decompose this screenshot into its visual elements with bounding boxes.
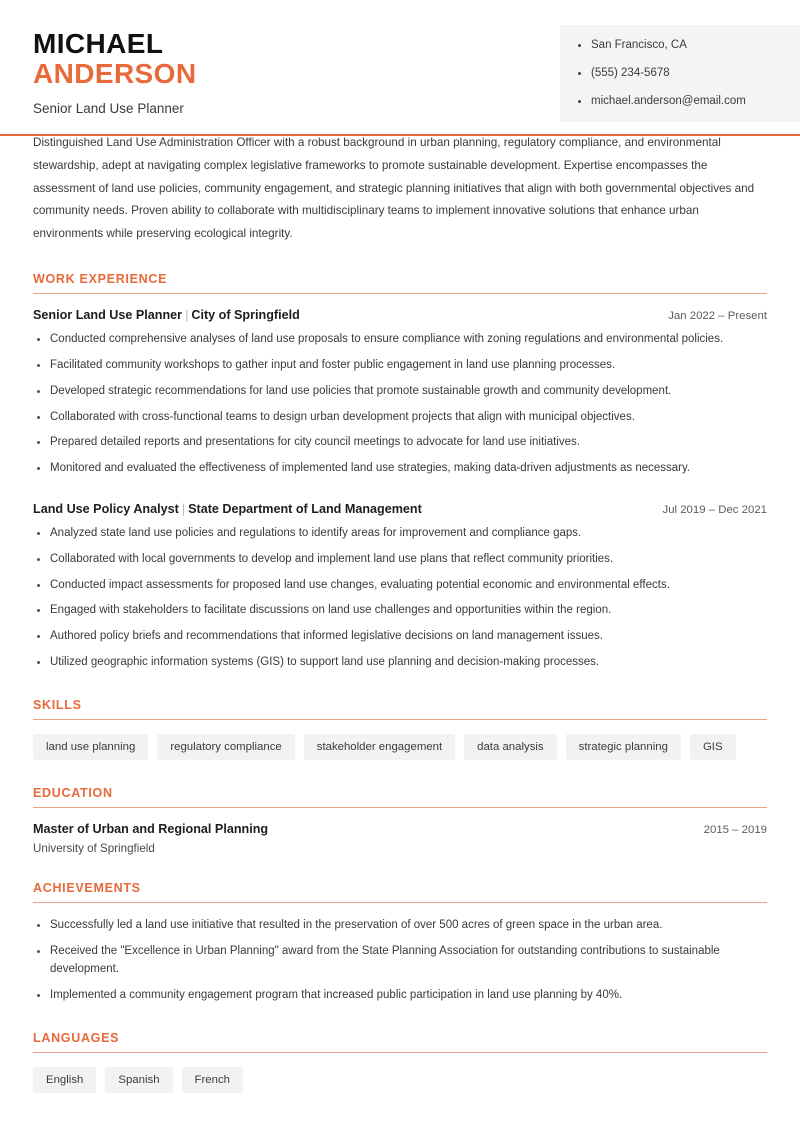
section-divider (33, 1052, 767, 1053)
work-bullet: Collaborated with local governments to develop and implement land use plans that reflect community priorities. (33, 551, 767, 569)
contact-box (560, 25, 800, 122)
work-bullet: Analyzed state land use policies and regulations to identify areas for improvement and compliance gaps. (33, 525, 767, 543)
professional-summary: Distinguished Land Use Administration Officer with a robust background in urban planning, regulatory compliance, and environmental stewardship, adept at navigating complex legislative frameworks to promote sustainable development. Expertise encompasses the assessment of land use policies, community engagement, and strategic planning initiatives that align with both governmental objectives and community needs. Proven ability to collaborate with multidisciplinary teams to implement innovative solutions that enhance urban environments while preserving ecological integrity. (33, 136, 755, 241)
work-entry-heading (33, 308, 300, 322)
work-bullet: Utilized geographic information systems (GIS) to support land use planning and decision-making processes. (33, 654, 767, 672)
work-entry-bullets (33, 525, 767, 672)
work-bullet: Authored policy briefs and recommendations that informed legislative decisions on land management issues. (33, 628, 767, 646)
skill-pill: data analysis (464, 734, 557, 761)
languages-pill-list (33, 1067, 767, 1094)
headline-job-title: Senior Land Use Planner (33, 101, 184, 117)
work-entry-role: Senior Land Use Planner (33, 308, 183, 323)
section-title-achievements: ACHIEVEMENTS (33, 881, 141, 896)
skill-pill: strategic planning (566, 734, 681, 761)
language-pill: Spanish (105, 1067, 172, 1094)
section-divider (33, 293, 767, 294)
section-title-education: EDUCATION (33, 786, 113, 801)
contact-phone-text: (555) 234-5678 (591, 66, 670, 79)
work-bullet: Collaborated with cross-functional teams to design urban development projects that align with municipal objectives. (33, 409, 767, 427)
work-bullet: Facilitated community workshops to gather input and foster public engagement in land use planning processes. (33, 357, 767, 375)
section-languages (33, 1031, 767, 1094)
section-title-work-experience: WORK EXPERIENCE (33, 272, 168, 287)
work-entry-date: Jul 2019 – Dec 2021 (662, 503, 767, 516)
work-entry-separator: | (185, 308, 189, 323)
skill-pill: stakeholder engagement (304, 734, 455, 761)
work-entry (33, 502, 767, 672)
work-entry-organization: City of Springfield (191, 308, 300, 323)
contact-email-text: michael.anderson@email.com (591, 94, 746, 107)
work-bullet: Developed strategic recommendations for land use policies that promote sustainable growth and community development. (33, 383, 767, 401)
contact-item-location (578, 39, 800, 53)
contact-item-email[interactable] (578, 95, 800, 109)
resume-header (0, 0, 800, 117)
contact-item-phone[interactable] (578, 67, 800, 81)
work-bullet: Prepared detailed reports and presentations for city council meetings to advocate for land use initiatives. (33, 434, 767, 452)
identity-block (0, 25, 196, 116)
section-education (33, 786, 767, 855)
work-entry-heading (33, 502, 422, 516)
education-date: 2015 – 2019 (703, 824, 767, 837)
work-bullet: Conducted comprehensive analyses of land use proposals to ensure compliance with zoning regulations and environmental policies. (33, 331, 767, 349)
section-achievements (33, 881, 767, 1004)
section-title-languages: LANGUAGES (33, 1030, 120, 1045)
work-bullet: Engaged with stakeholders to facilitate discussions on land use challenges and opportunities within the region. (33, 602, 767, 620)
last-name: ANDERSON (33, 58, 197, 90)
section-skills (33, 698, 767, 761)
skill-pill: land use planning (33, 734, 148, 761)
work-entry-date: Jan 2022 – Present (668, 310, 767, 323)
contact-list (578, 39, 800, 108)
header-divider (0, 134, 800, 136)
work-entry-separator: | (181, 501, 186, 516)
work-bullet: Monitored and evaluated the effectiveness of implemented land use strategies, making data-driven adjustments as necessary. (33, 460, 767, 478)
section-divider (33, 719, 767, 720)
achievements-list (33, 917, 767, 1004)
language-pill: English (33, 1067, 96, 1094)
work-entry-organization: State Department of Land Management (188, 501, 422, 516)
education-institution: University of Springfield (33, 842, 155, 856)
work-bullet: Conducted impact assessments for proposed land use changes, evaluating potential economic and environmental effects. (33, 577, 767, 595)
section-divider (33, 902, 767, 903)
section-divider (33, 807, 767, 808)
achievement-bullet: Implemented a community engagement program that increased public participation in land use planning by 40%. (33, 987, 767, 1005)
language-pill: French (182, 1067, 243, 1094)
education-degree: Master of Urban and Regional Planning (33, 822, 269, 837)
work-entry-role: Land Use Policy Analyst (33, 501, 179, 516)
skills-pill-list (33, 734, 767, 761)
resume-content (0, 132, 800, 1093)
contact-location-text: San Francisco, CA (591, 39, 687, 51)
skill-pill: regulatory compliance (157, 734, 294, 761)
section-title-skills: SKILLS (33, 697, 82, 712)
first-name: MICHAEL (33, 28, 164, 59)
achievement-bullet: Received the "Excellence in Urban Planning" award from the State Planning Association for outstanding contributions to sustainable development. (33, 943, 767, 979)
section-work-experience (33, 272, 767, 672)
skill-pill: GIS (690, 734, 736, 761)
education-entry (33, 822, 767, 855)
achievement-bullet: Successfully led a land use initiative that resulted in the preservation of over 500 acres of green space in the urban area. (33, 917, 767, 935)
work-entry-bullets (33, 331, 767, 478)
work-entry (33, 308, 767, 478)
